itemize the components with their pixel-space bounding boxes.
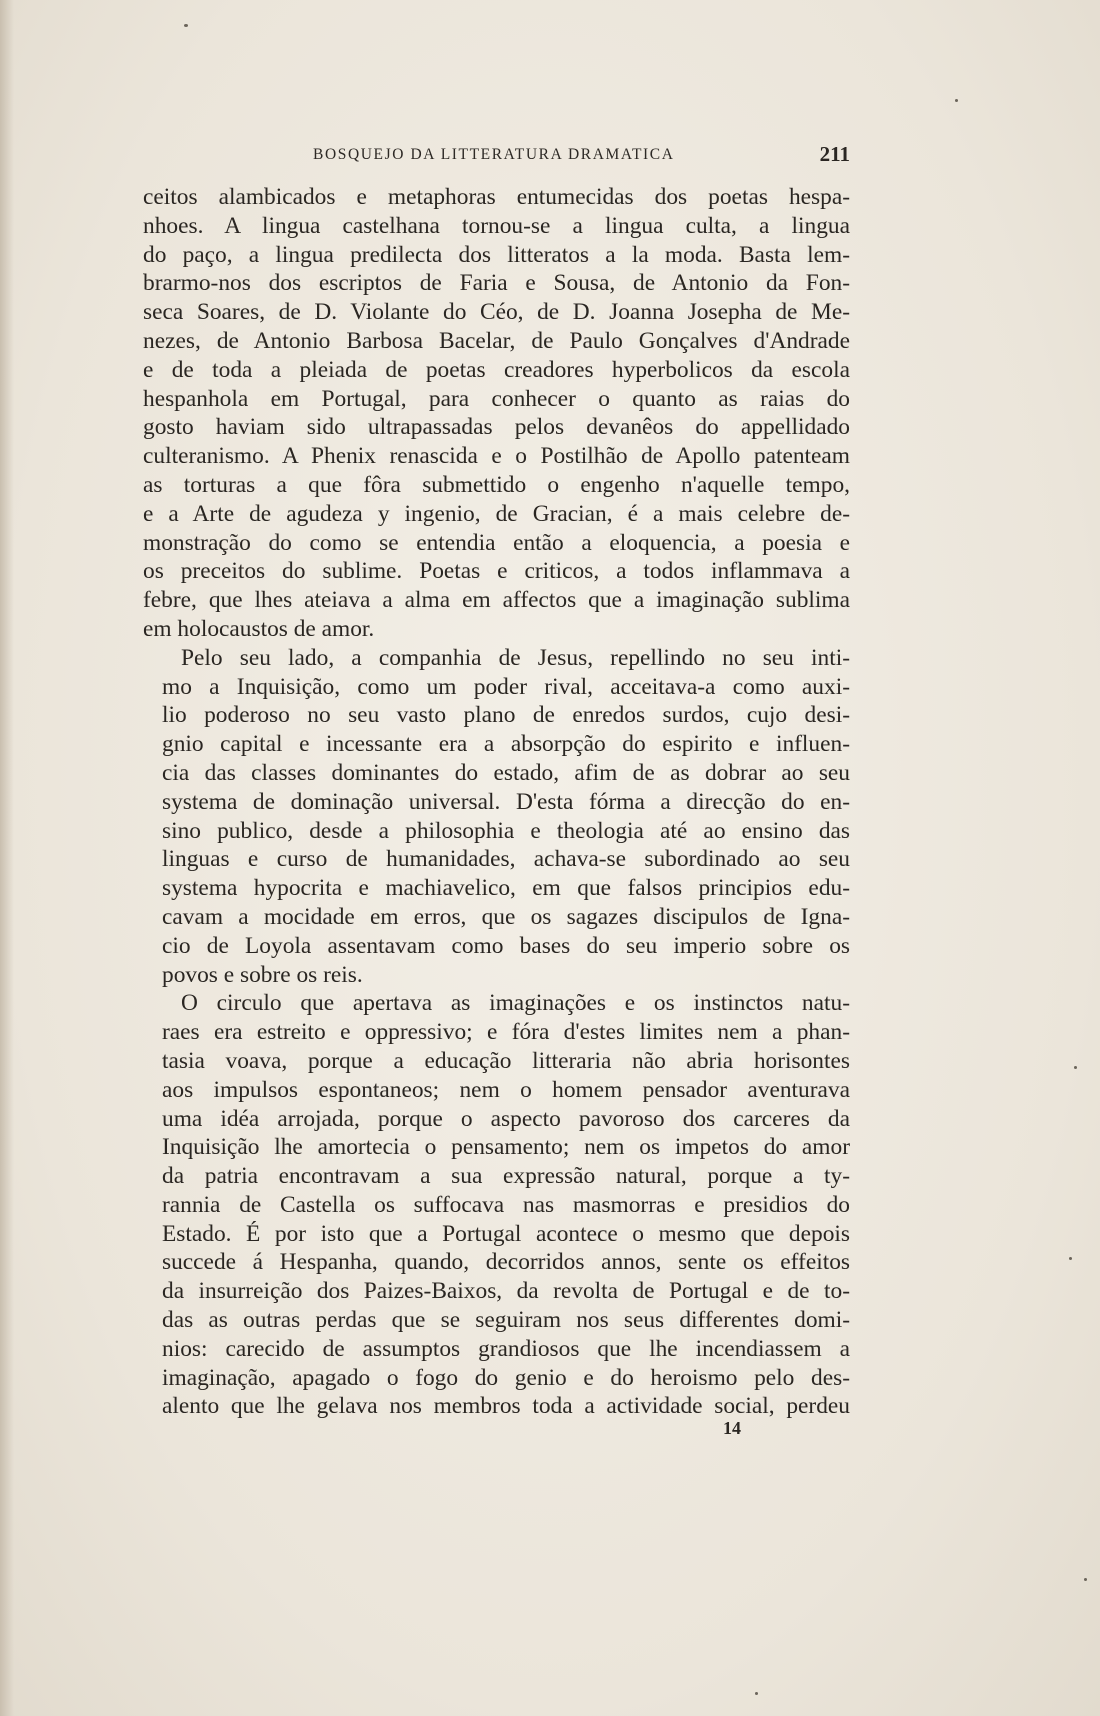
text-line: da insurreição dos Paizes-Baixos, da revolta de Portugal e de to- <box>162 1278 850 1305</box>
text-line: os preceitos do sublime. Poetas e criticos, a todos inflammava a <box>143 558 850 585</box>
text-line: gnio capital e incessante era a absorpção do espirito e influen- <box>162 731 850 758</box>
text-line: O circulo que apertava as imaginações e os instinctos natu- <box>181 990 850 1017</box>
text-line: Estado. É por isto que a Portugal acontece o mesmo que depois <box>162 1220 850 1247</box>
text-line: cio de Loyola assentavam como bases do seu imperio sobre os <box>162 932 850 959</box>
running-title: BOSQUEJO DA LITTERATURA DRAMATICA <box>313 146 675 163</box>
text-line: gosto haviam sido ultrapassadas pelos devanêos do appellidado <box>143 414 850 441</box>
text-line: lio poderoso no seu vasto plano de enredos surdos, cujo desi- <box>162 702 850 729</box>
text-line: alento que lhe gelava nos membros toda a actividade social, perdeu <box>162 1393 850 1420</box>
text-line: seca Soares, de D. Violante do Céo, de D. Joanna Josepha de Me- <box>143 299 850 326</box>
text-line: imaginação, apagado o fogo do genio e do heroismo pelo des- <box>162 1364 850 1391</box>
text-line: succede á Hespanha, quando, decorridos annos, sente os effeitos <box>162 1249 850 1276</box>
signature-mark: 14 <box>723 1418 741 1438</box>
text-line: rannia de Castella os suffocava nas masmorras e presidios do <box>162 1191 850 1218</box>
text-line: em holocaustos de amor. <box>143 615 375 642</box>
text-line: nezes, de Antonio Barbosa Bacelar, de Paulo Gonçalves d'Andrade <box>143 327 850 354</box>
text-line: e de toda a pleiada de poetas creadores hyperbolicos da escola <box>143 356 850 383</box>
paper-speck <box>755 1692 758 1695</box>
text-line: febre, que lhes ateiava a alma em affectos que a imaginação sublima <box>143 587 850 614</box>
paragraph <box>143 644 850 990</box>
text-line: tasia voava, porque a educação litteraria não abria horisontes <box>162 1047 850 1074</box>
text-line: Pelo seu lado, a companhia de Jesus, repellindo no seu inti- <box>181 644 850 671</box>
text-line: culteranismo. A Phenix renascida e o Postilhão de Apollo patenteam <box>143 443 850 470</box>
text-line: e a Arte de agudeza y ingenio, de Gracian, é a mais celebre de- <box>143 500 850 527</box>
text-line: Inquisição lhe amortecia o pensamento; nem os impetos do amor <box>162 1134 850 1161</box>
page-edge-shadow <box>0 0 14 1716</box>
text-line: ceitos alambicados e metaphoras entumecidas dos poetas hespa- <box>143 184 850 210</box>
paper-speck <box>955 99 958 102</box>
text-line: do paço, a lingua predilecta dos litteratos a la moda. Basta lem- <box>143 241 850 268</box>
paragraph <box>143 989 850 1421</box>
text-line: cavam a mocidade em erros, que os sagazes discipulos de Igna- <box>162 903 850 930</box>
paper-speck <box>1084 1578 1087 1581</box>
text-line: linguas e curso de humanidades, achava-se subordinado ao seu <box>162 846 850 873</box>
text-line: nhoes. A lingua castelhana tornou-se a lingua culta, a lingua <box>143 212 850 239</box>
text-line: cia das classes dominantes do estado, afim de as dobrar ao seu <box>162 759 850 786</box>
text-line: systema hypocrita e machiavelico, em que falsos principios edu- <box>162 875 850 902</box>
text-line: as torturas a que fôra submettido o engenho n'aquelle tempo, <box>143 471 850 498</box>
text-line: uma idéa arrojada, porque o aspecto pavoroso dos carceres da <box>162 1105 850 1132</box>
page-number: 211 <box>819 142 850 166</box>
text-line: monstração do como se entendia então a eloquencia, a poesia e <box>143 529 850 556</box>
paper-speck <box>1074 1066 1077 1069</box>
text-line: raes era estreito e oppressivo; e fóra d'estes limites nem a phan- <box>162 1019 850 1046</box>
paper-speck <box>1069 1257 1072 1260</box>
text-line: systema de dominação universal. D'esta fórma a direcção do en- <box>162 788 850 815</box>
text-line: povos e sobre os reis. <box>162 961 363 988</box>
text-line: brarmo-nos dos escriptos de Faria e Sousa, de Antonio da Fon- <box>143 270 850 297</box>
paper-speck <box>184 24 188 27</box>
paragraph <box>143 183 850 644</box>
page-header <box>143 142 850 168</box>
text-line: da patria encontravam a sua expressão natural, porque a ty- <box>162 1163 850 1190</box>
body-text <box>143 183 850 1421</box>
text-line: mo a Inquisição, como um poder rival, acceitava-a como auxi- <box>162 673 850 700</box>
text-line: hespanhola em Portugal, para conhecer o quanto as raias do <box>143 385 850 412</box>
text-line: aos impulsos espontaneos; nem o homem pensador aventurava <box>162 1076 850 1103</box>
text-line: nios: carecido de assumptos grandiosos que lhe incendiassem a <box>162 1335 850 1362</box>
text-line: sino publico, desde a philosophia e theologia até ao ensino das <box>162 817 850 844</box>
text-line: das as outras perdas que se seguiram nos seus differentes domi- <box>162 1307 850 1334</box>
